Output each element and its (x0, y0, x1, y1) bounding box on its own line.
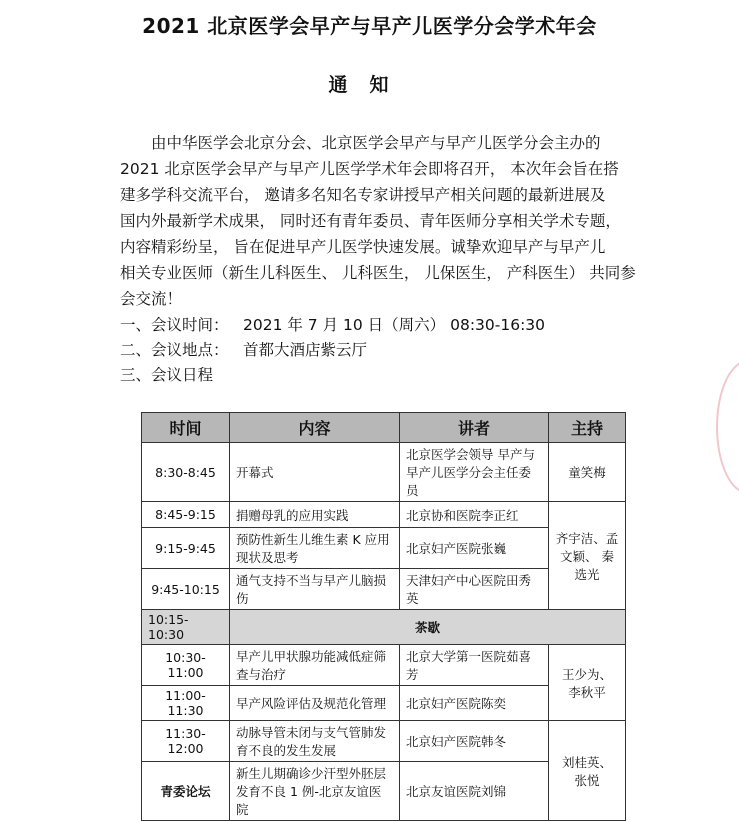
intro-line: 2021 北京医学会早产与早产儿医学学术年会即将召开， 本次年会旨在搭 (120, 160, 619, 178)
intro-line: 内容精彩纷呈， 旨在促进早产儿医学快速发展。诚挚欢迎早产与早产儿 (120, 238, 606, 256)
meeting-place-value: 首都大酒店紫云厅 (243, 341, 368, 359)
session-host: 童笑梅 (549, 443, 626, 502)
session-content: 动脉导管未闭与支气管肺发育不良的发生发展 (230, 721, 400, 762)
header-host: 主持 (549, 413, 626, 443)
session-content: 通气支持不当与早产儿脑损伤 (230, 569, 400, 610)
session-time: 11:30-12:00 (142, 721, 230, 762)
session-speaker: 北京友谊医院刘锦 (400, 762, 549, 821)
session-content: 早产儿甲状腺功能减低症筛查与治疗 (230, 645, 400, 686)
session-content: 开幕式 (230, 443, 400, 502)
session-time: 9:45-10:15 (142, 569, 230, 610)
meeting-time-row (120, 313, 545, 338)
session-time: 青委论坛 (142, 762, 230, 821)
red-seal-stamp (716, 360, 739, 494)
tea-break-label: 茶歇 (230, 610, 626, 645)
session-speaker: 北京医学会领导 早产与早产儿医学分会主任委员 (400, 443, 549, 502)
session-speaker: 北京妇产医院张巍 (400, 528, 549, 569)
document-title: 2021 北京医学会早产与早产儿医学分会学术年会 (142, 14, 597, 38)
session-time: 11:00-11:30 (142, 686, 230, 721)
table-row (142, 721, 626, 762)
meeting-place-label: 二、会议地点： (120, 341, 229, 359)
intro-paragraph (120, 130, 645, 312)
session-host: 齐宇洁、孟文颖、 秦选光 (549, 502, 626, 610)
meeting-info (120, 313, 545, 388)
agenda-heading-row (120, 363, 545, 388)
meeting-time-label: 一、会议时间： (120, 316, 229, 334)
header-content: 内容 (230, 413, 400, 443)
session-speaker: 北京妇产医院韩冬 (400, 721, 549, 762)
intro-line: 建多学科交流平台， 邀请多名知名专家讲授早产相关问题的最新进展及 (120, 186, 606, 204)
schedule-table (141, 412, 626, 821)
session-content: 早产风险评估及规范化管理 (230, 686, 400, 721)
session-speaker: 北京大学第一医院茹喜芳 (400, 645, 549, 686)
meeting-place-row (120, 338, 545, 363)
intro-line: 由中华医学会北京分会、北京医学会早产与早产儿医学分会主办的 (151, 134, 601, 152)
session-content: 新生儿期确诊少汗型外胚层发育不良 1 例-北京友谊医院 (230, 762, 400, 821)
agenda-label: 三、会议日程 (120, 366, 214, 384)
intro-line: 国内外最新学术成果， 同时还有青年委员、青年医师分享相关学术专题， (120, 212, 621, 230)
session-content: 预防性新生儿维生素 K 应用现状及思考 (230, 528, 400, 569)
session-speaker: 北京协和医院李正红 (400, 502, 549, 528)
session-host: 王少为、 李秋平 (549, 645, 626, 721)
session-time: 10:15-10:30 (142, 610, 230, 645)
session-time: 8:30-8:45 (142, 443, 230, 502)
table-row (142, 502, 626, 528)
tea-break-row (142, 610, 626, 645)
session-time: 8:45-9:15 (142, 502, 230, 528)
header-speaker: 讲者 (400, 413, 549, 443)
intro-line: 相关专业医师（新生儿科医生、 儿科医生， 儿保医生， 产科医生） 共同参 (120, 264, 636, 282)
table-row (142, 443, 626, 502)
session-speaker: 北京妇产医院陈奕 (400, 686, 549, 721)
table-header-row (142, 413, 626, 443)
meeting-time-value: 2021 年 7 月 10 日（周六） 08:30-16:30 (243, 316, 546, 334)
header-time: 时间 (142, 413, 230, 443)
table-row (142, 645, 626, 686)
session-time: 9:15-9:45 (142, 528, 230, 569)
intro-line: 会交流！ (120, 290, 183, 308)
session-host: 刘桂英、 张悦 (549, 721, 626, 821)
session-content: 捐赠母乳的应用实践 (230, 502, 400, 528)
document-subtitle: 通知 (328, 74, 411, 96)
session-speaker: 天津妇产中心医院田秀英 (400, 569, 549, 610)
session-time: 10:30-11:00 (142, 645, 230, 686)
